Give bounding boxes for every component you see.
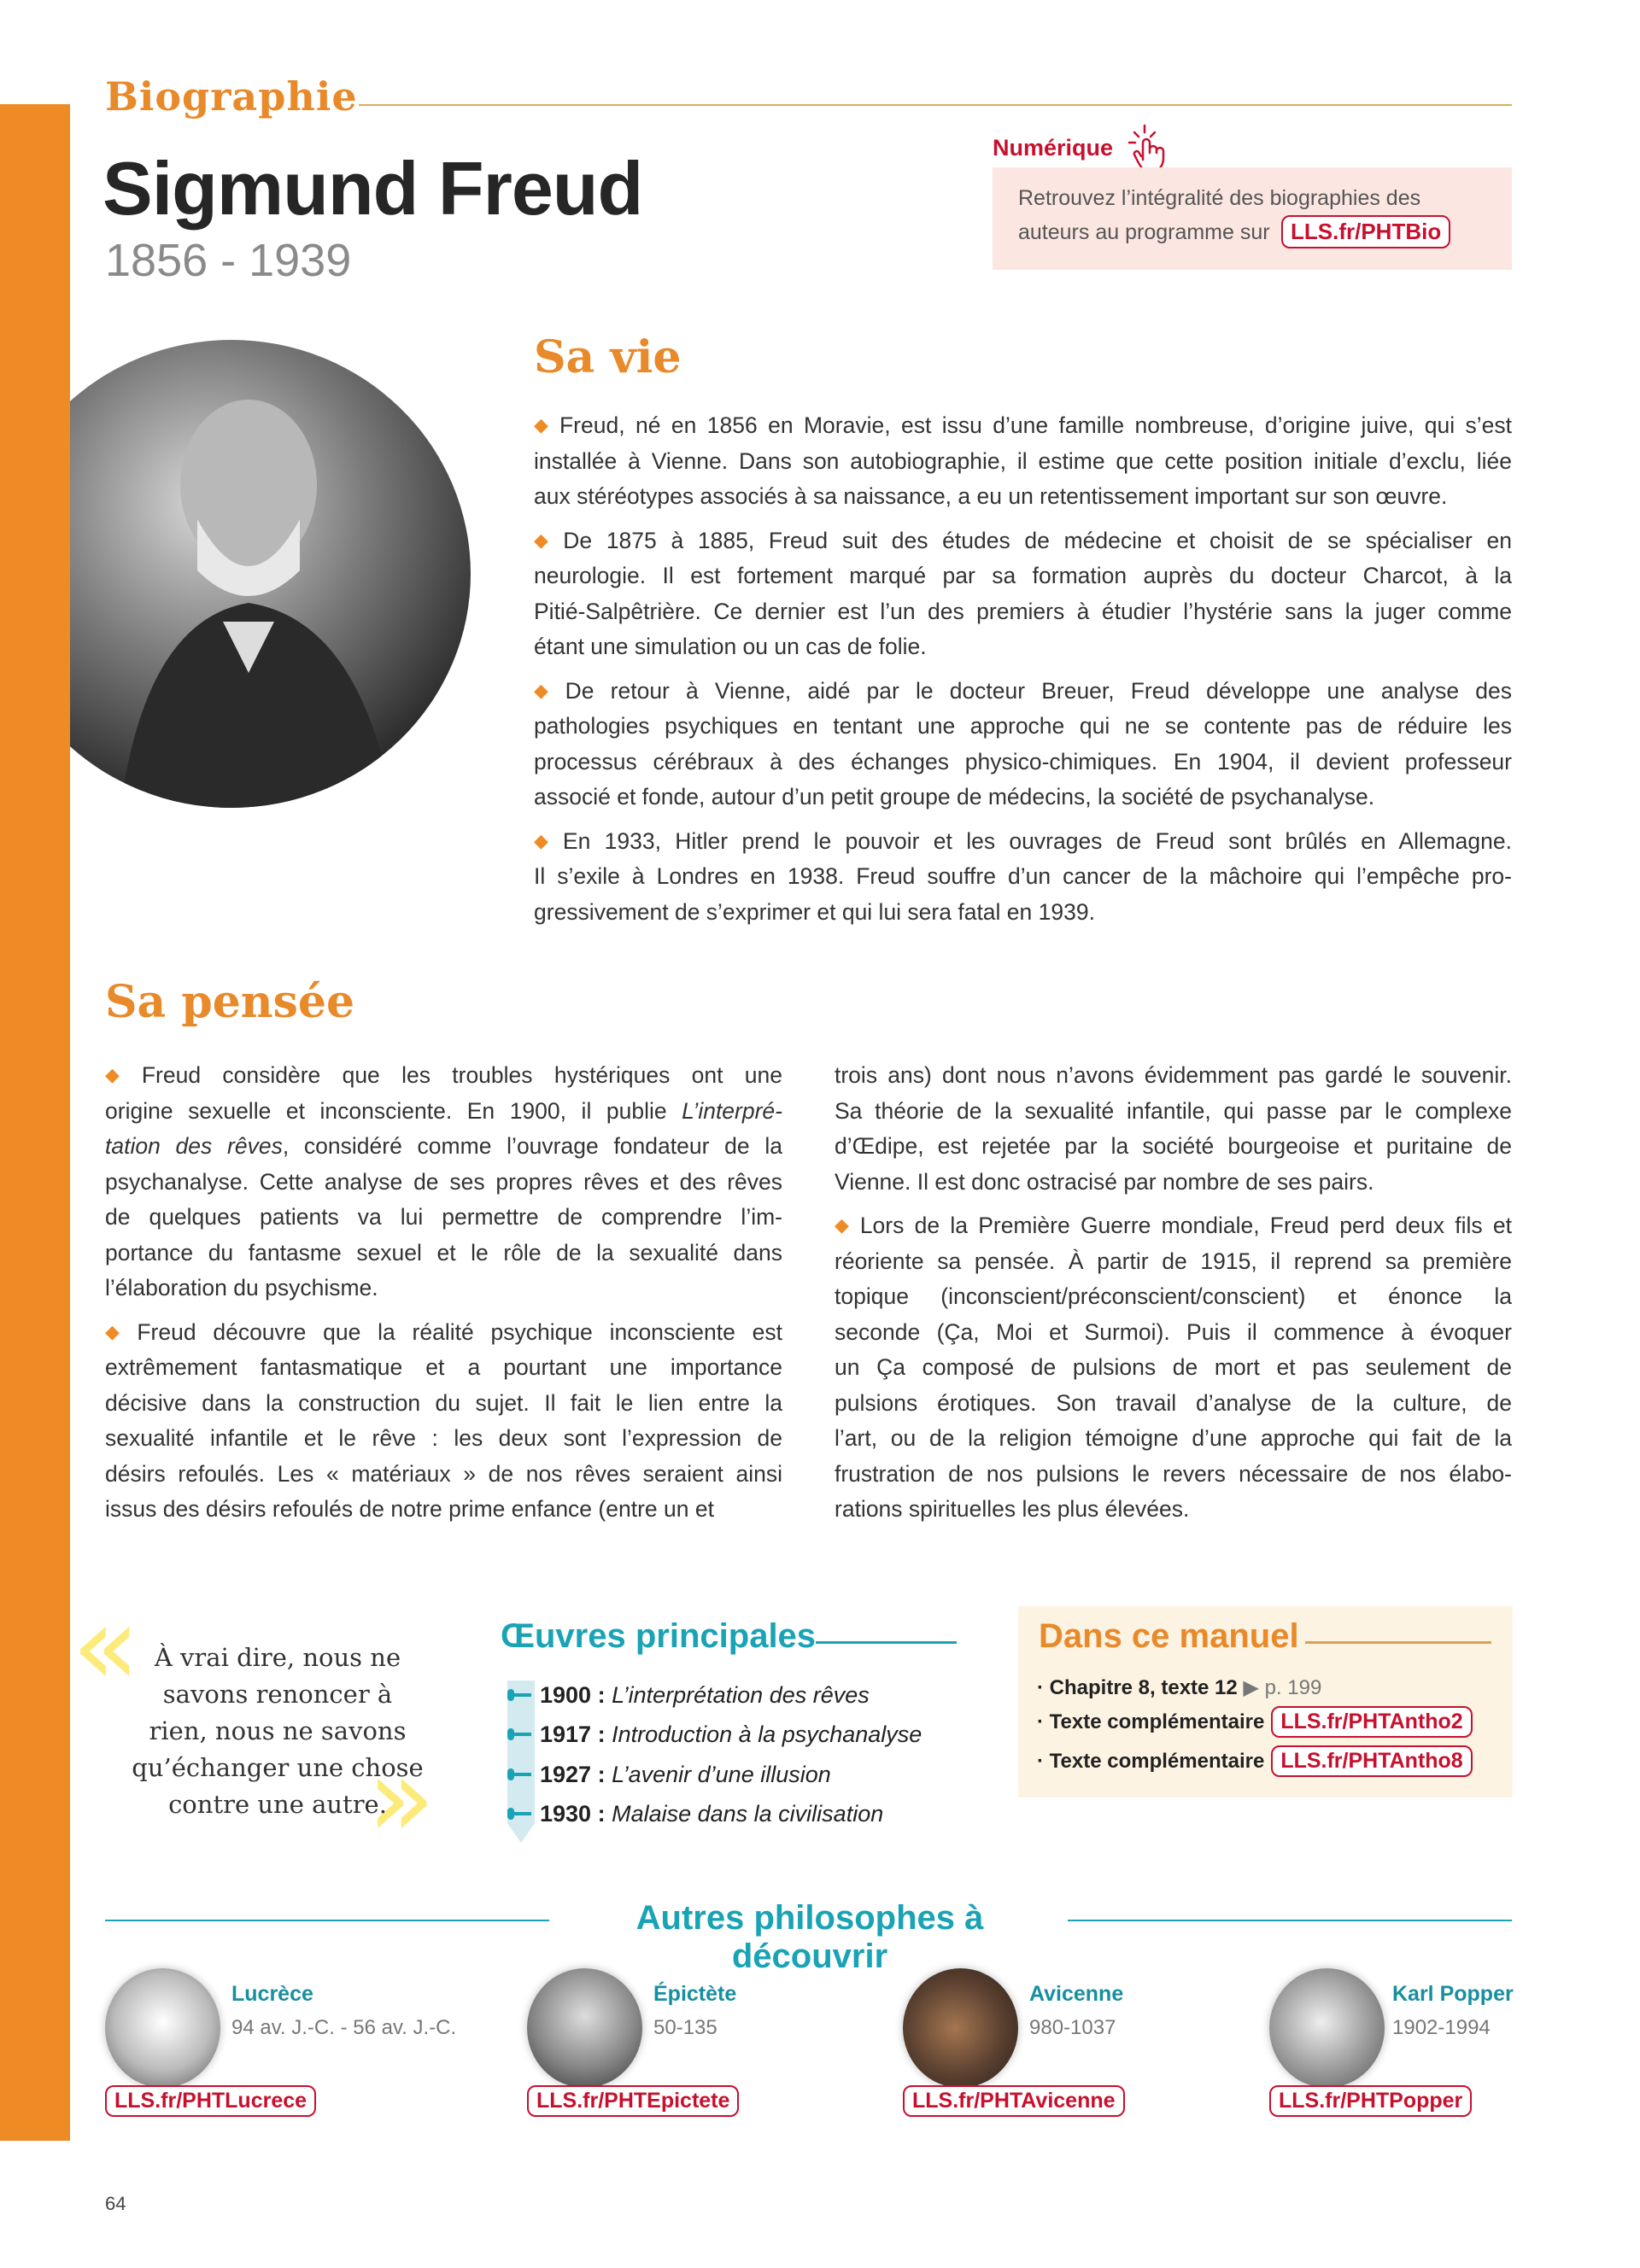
text-line: ◆ Freud, né en 1856 en Moravie, est issu d’une famille nombreuse, d’origine juive, qui s’est: [534, 412, 1512, 438]
timeline-marker-icon: [507, 1733, 531, 1736]
manuel-item: [1037, 1675, 1321, 1700]
work-item: [507, 1801, 883, 1827]
text-line: Vienne. Il est donc ostracisé par nombre de ses pairs.: [835, 1168, 1374, 1195]
text-line: désirs refoulés. Les « matériaux » de nos rêves seraient ainsi: [105, 1460, 782, 1487]
timeline-marker-icon: [507, 1812, 531, 1815]
sa-pensee-right-column: [835, 1058, 1512, 1528]
diamond-bullet-icon: ◆: [105, 1064, 135, 1085]
sa-pensee-heading: Sa pensée: [105, 976, 355, 1028]
text-line: seconde (Ça, Moi et Surmoi). Puis il commence à évoquer: [835, 1318, 1512, 1345]
text-line: d’Œdipe, est rejetée par la société bourgeoise et puritaine de: [835, 1133, 1512, 1159]
text-line: topique (inconscient/préconscient/conscient) et énonce la: [835, 1283, 1512, 1309]
text-line: tation des rêves, considéré comme l’ouvrage fondateur de la: [105, 1133, 782, 1159]
text-line: ◆ Lors de la Première Guerre mondiale, Freud perd deux fils et: [835, 1213, 1513, 1238]
work-year: 1930 :: [540, 1801, 606, 1827]
work-title: L’interprétation des rêves: [612, 1682, 870, 1708]
sa-vie-heading: Sa vie: [534, 331, 682, 383]
philosopher-card: [527, 1968, 852, 2122]
page-number: 64: [105, 2193, 126, 2214]
text-line: rations spirituelles les plus élevées.: [835, 1496, 1190, 1522]
quote-line: contre une autre.: [168, 1790, 387, 1819]
philosopher-card: [105, 1968, 457, 2122]
numerique-box: [993, 167, 1512, 270]
manuel-item-label: · Chapitre 8, texte 12: [1037, 1676, 1238, 1699]
autres-heading: Autres philosophes à découvrir: [636, 1899, 984, 1975]
work-item: [507, 1682, 870, 1709]
popper-portrait: [1269, 1968, 1385, 2088]
text-line: psychanalyse. Cette analyse de ses propres rêves et des rêves: [105, 1168, 782, 1195]
manuel-divider: [1305, 1641, 1491, 1644]
philosopher-card: [1269, 1968, 1594, 2122]
diamond-bullet-icon: ◆: [534, 529, 557, 551]
text-line: extrêmement fantasmatique et a pourtant une importance: [105, 1354, 782, 1380]
text-line: de quelques patients va lui permettre de comprendre l’im-: [105, 1204, 782, 1230]
diamond-bullet-icon: ◆: [105, 1320, 131, 1342]
text-line: frustration de nos pulsions le revers nécessaire de nos élabo-: [835, 1460, 1512, 1487]
text-line: l’art, ou de la religion témoigne d’une approche qui fait de la: [835, 1425, 1512, 1451]
quote: [102, 1640, 453, 1823]
text-line: aux stéréotypes associés à sa naissance, a eu un retentissement important sur son œuvre.: [534, 483, 1448, 509]
page-title: Sigmund Freud: [102, 146, 643, 231]
manuel-heading: Dans ce manuel: [1039, 1617, 1299, 1655]
page-ref[interactable]: p. 199: [1264, 1676, 1322, 1699]
work-year: 1900 :: [540, 1682, 606, 1708]
quote-line: rien, nous ne savons: [149, 1716, 407, 1745]
portrait-silhouette-icon: [70, 340, 471, 808]
work-title: Introduction à la psychanalyse: [612, 1721, 922, 1747]
work-item: [507, 1762, 831, 1788]
text-line: un Ça composé de pulsions de mort et pas seulement de: [835, 1354, 1512, 1380]
diamond-bullet-icon: ◆: [835, 1214, 853, 1236]
philosopher-name: Lucrèce: [231, 1982, 313, 2006]
orange-side-bar: [0, 104, 70, 2141]
header-divider: [359, 104, 1512, 106]
sa-pensee-left-column: [105, 1058, 782, 1528]
text-line: gressivement de s’exprimer et qui lui sera fatal en 1939.: [534, 898, 1095, 925]
philosopher-dates: 50-135: [653, 2016, 718, 2039]
life-dates: 1856 - 1939: [105, 235, 352, 286]
avicenne-link[interactable]: LLS.fr/PHTAvicenne: [903, 2085, 1125, 2117]
arrow-right-icon: ▶: [1243, 1676, 1259, 1699]
philosopher-dates: 980-1037: [1029, 2016, 1116, 2039]
bio-link[interactable]: LLS.fr/PHTBio: [1281, 215, 1450, 248]
philosopher-card: [903, 1968, 1227, 2122]
antho2-link[interactable]: LLS.fr/PHTAntho2: [1271, 1706, 1472, 1738]
epictete-portrait: [527, 1968, 642, 2088]
text-line: neurologie. Il est fortement marqué par sa formation auprès du docteur Charcot, à la: [534, 563, 1512, 588]
text-line: pathologies psychiques en tentant une approche qui ne se contente pas de réduire les: [534, 713, 1512, 739]
philosopher-dates: 1902-1994: [1392, 2016, 1491, 2039]
diamond-bullet-icon: ◆: [534, 829, 556, 851]
manuel-item-label: · Texte complémentaire: [1037, 1750, 1265, 1773]
text-line: portance du fantasme sexuel et le rôle de la sexualité dans: [105, 1239, 782, 1266]
popper-link[interactable]: LLS.fr/PHTPopper: [1269, 2085, 1472, 2117]
text-line: Sa théorie de la sexualité infantile, qui passe par le complexe: [835, 1097, 1512, 1124]
text-line: ◆ De retour à Vienne, aidé par le docteur Breuer, Freud développe une analyse des: [534, 677, 1512, 704]
text-line: Il s’exile à Londres en 1938. Freud souffre d’un cancer de la mâchoire qui l’empêche pro-: [534, 863, 1512, 889]
text-line: décisive dans la construction du sujet. Il fait le lien entre la: [105, 1389, 782, 1416]
numerique-text: Retrouvez l’intégralité des biographies des: [1018, 186, 1421, 210]
text-line: ◆ De 1875 à 1885, Freud suit des études de médecine et choisit de se spécialiser en: [534, 527, 1512, 553]
philosopher-name: Avicenne: [1029, 1982, 1124, 2006]
section-label: Biographie: [105, 73, 358, 120]
numerique-text: auteurs au programme sur: [1018, 220, 1270, 244]
philosopher-name: Épictète: [653, 1982, 737, 2006]
timeline-marker-icon: [507, 1693, 531, 1697]
work-year: 1927 :: [540, 1762, 606, 1787]
lucrece-link[interactable]: LLS.fr/PHTLucrece: [105, 2085, 316, 2117]
text-line: trois ans) dont nous n’avons évidemment pas gardé le souvenir.: [835, 1062, 1512, 1088]
antho8-link[interactable]: LLS.fr/PHTAntho8: [1271, 1745, 1472, 1777]
text-line: ◆ Freud découvre que la réalité psychique inconsciente est: [105, 1318, 783, 1345]
sa-vie-text: [534, 408, 1512, 930]
close-quote-icon: »: [367, 1733, 436, 1862]
work-item: [507, 1721, 922, 1748]
quote-line: savons renoncer à: [162, 1680, 393, 1709]
text-line: réoriente sa pensée. À partir de 1915, il reprend sa première: [835, 1248, 1512, 1274]
philosopher-name: Karl Popper: [1392, 1982, 1514, 2006]
manuel-item: [1037, 1706, 1473, 1738]
autres-divider-right: [1068, 1920, 1512, 1921]
text-line: issus des désirs refoulés de notre prime enfance (entre un et: [105, 1496, 714, 1522]
text-line: origine sexuelle et inconsciente. En 1900, il publie L’interpré-: [105, 1097, 782, 1124]
text-line: ◆ Freud considère que les troubles hystériques ont une: [105, 1062, 782, 1088]
lucrece-portrait: [105, 1968, 220, 2088]
epictete-link[interactable]: LLS.fr/PHTEpictete: [527, 2085, 739, 2117]
text-line: installée à Vienne. Dans son autobiographie, il estime que cette position initiale d’exclu, liée: [534, 447, 1512, 474]
philosopher-dates: 94 av. J.-C. - 56 av. J.-C.: [231, 2016, 457, 2039]
text-line: l’élaboration du psychisme.: [105, 1275, 378, 1301]
autres-divider-left: [105, 1920, 549, 1921]
text-line: associé et fonde, autour d’un petit groupe de médecins, la société de psychanalyse.: [534, 784, 1375, 810]
quote-line: À vrai dire, nous ne: [154, 1643, 401, 1672]
text-line: processus cérébraux à des échanges physico-chimiques. En 1904, il devient professeur: [534, 748, 1512, 775]
manuel-item-label: · Texte complémentaire: [1037, 1710, 1265, 1733]
text-line: ◆ En 1933, Hitler prend le pouvoir et les ouvrages de Freud sont brûlés en Allemagne.: [534, 827, 1512, 854]
text-line: étant une simulation ou un cas de folie.: [534, 634, 927, 659]
manuel-item: [1037, 1745, 1473, 1777]
open-quote-icon: «: [72, 1581, 140, 1710]
text-line: pulsions érotiques. Son travail d’analyse de la culture, de: [835, 1389, 1512, 1416]
portrait-photo: [70, 324, 548, 837]
text-line: sexualité infantile et le rêve : les deux sont l’expression de: [105, 1425, 782, 1451]
avicenne-portrait: [903, 1968, 1018, 2088]
oeuvres-heading: Œuvres principales: [501, 1617, 817, 1655]
timeline-marker-icon: [507, 1773, 531, 1776]
work-year: 1917 :: [540, 1721, 606, 1747]
work-title: Malaise dans la civilisation: [612, 1801, 884, 1827]
work-title: L’avenir d’une illusion: [612, 1762, 831, 1787]
numerique-label: Numérique: [993, 135, 1114, 161]
oeuvres-divider: [816, 1641, 957, 1644]
quote-line: qu’échanger une chose: [132, 1753, 424, 1782]
diamond-bullet-icon: ◆: [534, 679, 559, 701]
text-line: Pitié-Salpêtrière. Ce dernier est l’un des premiers à étudier l’hystérie sans la juger comme: [534, 598, 1512, 624]
diamond-bullet-icon: ◆: [534, 414, 553, 435]
